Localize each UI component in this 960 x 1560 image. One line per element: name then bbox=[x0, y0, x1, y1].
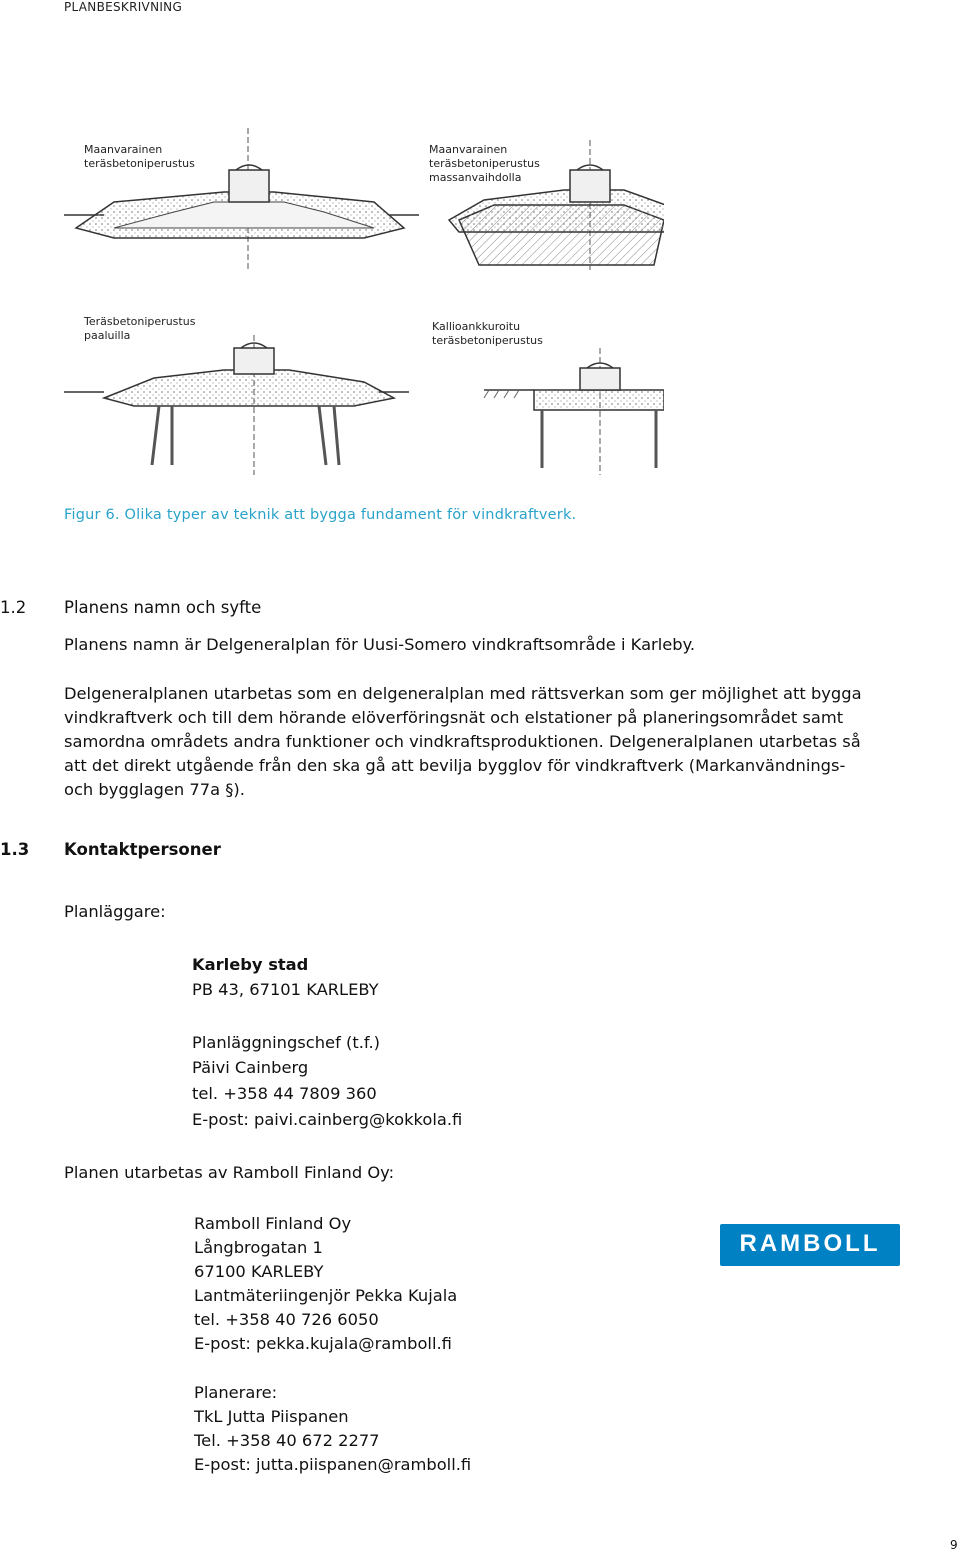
diagram-label: Kallioankkuroitu bbox=[432, 320, 521, 333]
diagram-label: teräsbetoniperustus bbox=[432, 334, 543, 347]
consultant-email: E-post: pekka.kujala@ramboll.fi bbox=[194, 1334, 452, 1353]
paragraph-line: Delgeneralplanen utarbetas som en delgeneralplan med rättsverkan som ger möjlighet att bygga bbox=[64, 684, 862, 703]
diagram-label: massanvaihdolla bbox=[429, 171, 522, 184]
paragraph-line: samordna områdets andra funktioner och vindkraftsproduktionen. Delgeneralplanen utarbetas så bbox=[64, 732, 861, 751]
diagram-label: paaluilla bbox=[84, 329, 131, 342]
diagram-label: Maanvarainen bbox=[84, 143, 163, 156]
section-number: 1.2 bbox=[0, 598, 27, 617]
section-title: Planens namn och syfte bbox=[64, 598, 262, 617]
diagram-label: Teräsbetoniperustus bbox=[84, 315, 196, 328]
section-number: 1.3 bbox=[0, 840, 30, 859]
city-role: Planläggningschef (t.f.) bbox=[192, 1033, 380, 1052]
consultant-phone: tel. +358 40 726 6050 bbox=[194, 1310, 379, 1329]
planner2-label: Planerare: bbox=[194, 1383, 278, 1402]
diagram-label: Maanvarainen bbox=[429, 143, 508, 156]
figure-caption: Figur 6. Olika typer av teknik att bygga fundament för vindkraftverk. bbox=[64, 507, 577, 523]
city-email: E-post: paivi.cainberg@kokkola.fi bbox=[192, 1110, 463, 1129]
section-title: Kontaktpersoner bbox=[64, 840, 221, 859]
page-number: 9 bbox=[950, 1538, 958, 1552]
paragraph-line: vindkraftverk och till dem hörande elöverföringsnät och elstationer på planeringsområdet samt bbox=[64, 708, 844, 727]
paragraph-line: och bygglagen 77a §). bbox=[64, 780, 245, 799]
paragraph-line: att det direkt utgående från den ska gå att bevilja bygglov för vindkraftverk (Markanvändnings- bbox=[64, 756, 846, 775]
planner-label: Planläggare: bbox=[64, 902, 166, 921]
consultant-person: Lantmäteriingenjör Pekka Kujala bbox=[194, 1286, 458, 1305]
consultant-street: Långbrogatan 1 bbox=[194, 1238, 323, 1257]
planner2-phone: Tel. +358 40 672 2277 bbox=[194, 1431, 380, 1450]
diagram-label: teräsbetoniperustus bbox=[84, 157, 195, 170]
page-header: PLANBESKRIVNING bbox=[64, 0, 183, 14]
logo-text: RAMBOLL bbox=[739, 1230, 881, 1257]
ramboll-logo bbox=[720, 1224, 900, 1266]
city-name: Karleby stad bbox=[192, 955, 309, 974]
city-person: Päivi Cainberg bbox=[192, 1058, 309, 1077]
planner2-person: TkL Jutta Piispanen bbox=[194, 1407, 349, 1426]
planner2-email: E-post: jutta.piispanen@ramboll.fi bbox=[194, 1455, 472, 1474]
city-phone: tel. +358 44 7809 360 bbox=[192, 1084, 377, 1103]
consultant-postal: 67100 KARLEBY bbox=[194, 1262, 324, 1281]
diagram-label: teräsbetoniperustus bbox=[429, 157, 540, 170]
foundation-diagram bbox=[64, 120, 664, 480]
city-address: PB 43, 67101 KARLEBY bbox=[192, 980, 379, 999]
paragraph-line: Planens namn är Delgeneralplan för Uusi-Somero vindkraftsområde i Karleby. bbox=[64, 635, 696, 654]
consultant-label: Planen utarbetas av Ramboll Finland Oy: bbox=[64, 1163, 395, 1182]
consultant-name: Ramboll Finland Oy bbox=[194, 1214, 352, 1233]
